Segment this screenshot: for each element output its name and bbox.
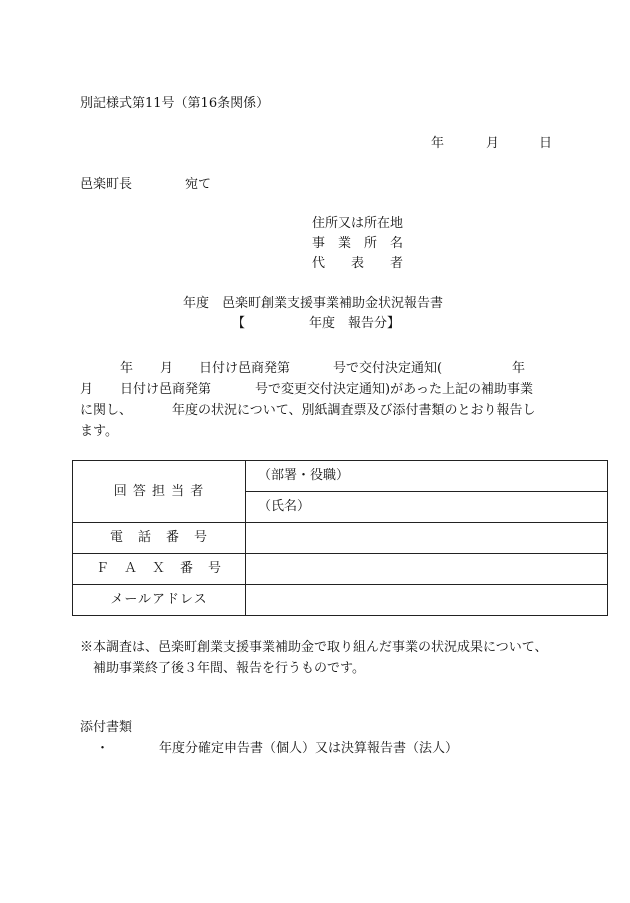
- form-number: 別記様式第11号（第16条関係）: [80, 96, 270, 111]
- department-field[interactable]: （部署・役職）: [246, 461, 608, 492]
- addressee-name: 邑楽町長: [80, 177, 133, 192]
- email-label: メールアドレス: [73, 585, 246, 616]
- address-label: 住所又は所在地: [312, 216, 404, 231]
- body-regarding: に関し、: [80, 403, 133, 418]
- representative-label: 代 表 者: [312, 256, 404, 271]
- body-change-notice: 号で変更交付決定通知)があった上記の補助事業: [255, 382, 533, 397]
- body-decision-notice: 号で交付決定通知(: [333, 361, 443, 376]
- attachment-bullet: ・: [96, 741, 110, 756]
- attachment-item-tax-return: 年度分確定申告書（個人）又は決算報告書（法人）: [159, 741, 459, 756]
- report-subtitle: 年度 報告分】: [309, 316, 401, 331]
- respondent-label: 回 答 担 当 者: [73, 461, 246, 523]
- office-name-label: 事 業 所 名: [312, 236, 404, 251]
- phone-label: 電 話 番 号: [73, 523, 246, 554]
- contact-table: [72, 460, 608, 616]
- fax-label: Ｆ Ａ Ｘ 番 号: [73, 554, 246, 585]
- email-field[interactable]: [246, 585, 608, 616]
- report-title: 年度 邑楽町創業支援事業補助金状況報告書: [183, 296, 444, 311]
- date-month-label: 月: [486, 136, 500, 151]
- body-notice-number-1: 日付け邑商発第: [199, 361, 291, 376]
- attachments-heading: 添付書類: [80, 720, 133, 735]
- body-month-2: 月: [80, 382, 94, 397]
- note-line-2: 補助事業終了後３年間、報告を行うものです。: [93, 661, 365, 676]
- date-year-label: 年: [431, 136, 445, 151]
- addressee-suffix: 宛て: [185, 177, 212, 192]
- body-month-1: 月: [160, 361, 174, 376]
- date-day-label: 日: [539, 136, 553, 151]
- phone-field[interactable]: [246, 523, 608, 554]
- body-ending: ます。: [80, 424, 118, 439]
- name-field[interactable]: （氏名）: [246, 492, 608, 523]
- body-year-2: 年: [512, 361, 526, 376]
- body-year-1: 年: [120, 361, 134, 376]
- fax-field[interactable]: [246, 554, 608, 585]
- note-line-1: ※本調査は、邑楽町創業支援事業補助金で取り組んだ事業の状況成果について、: [80, 640, 548, 655]
- body-status-statement: 年度の状況について、別紙調査票及び添付書類のとおり報告し: [172, 403, 536, 418]
- report-subtitle-bracket: 【: [232, 316, 246, 331]
- body-notice-number-2: 日付け邑商発第: [120, 382, 212, 397]
